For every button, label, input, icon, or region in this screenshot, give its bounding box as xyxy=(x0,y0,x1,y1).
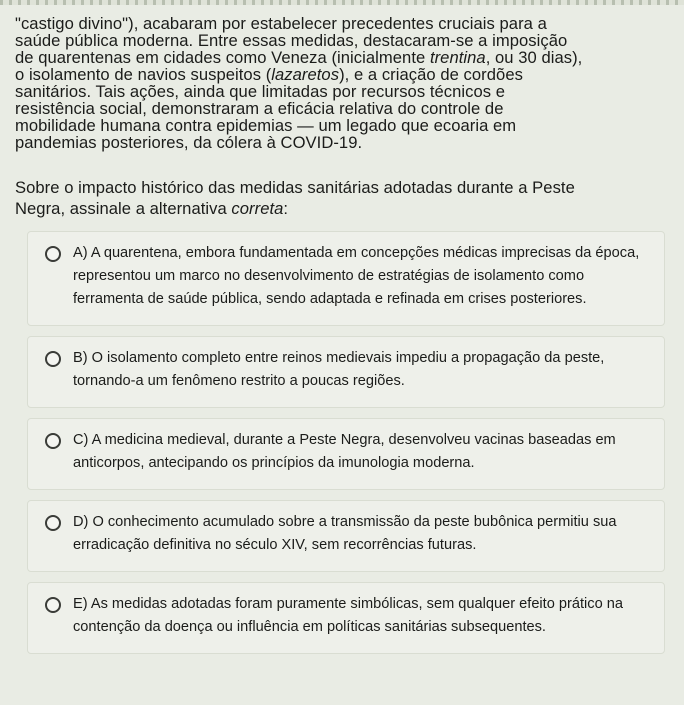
option-label: D) O conhecimento acumulado sobre a transmissão da peste bubônica permitiu sua erradicação definitiva no século XIV, sem recorrências futuras. xyxy=(73,514,617,553)
passage-line: pandemias posteriores, da cólera à COVID-19. xyxy=(15,133,363,152)
top-edge-divider xyxy=(0,0,684,5)
passage-line: saúde pública moderna. Entre essas medidas, destacaram-se a imposição xyxy=(15,31,568,50)
option-label: C) A medicina medieval, durante a Peste Negra, desenvolveu vacinas baseadas em anticorpos, antecipando os princípios da imunologia moderna. xyxy=(73,432,616,471)
passage-italic-term: trentina xyxy=(429,48,486,67)
question-line: Sobre o impacto histórico das medidas sanitárias adotadas durante a Peste xyxy=(15,178,575,197)
option-d[interactable] xyxy=(27,500,665,572)
passage-line: sanitários. Tais ações, ainda que limitadas por recursos técnicos e xyxy=(15,82,506,101)
passage-italic-term: lazaretos xyxy=(271,65,340,84)
passage-line xyxy=(15,66,670,83)
option-label: E) As medidas adotadas foram puramente simbólicas, sem qualquer efeito prático na contenção da doença ou influência em políticas sanitárias subsequentes. xyxy=(73,596,623,635)
radio-button-icon[interactable] xyxy=(45,246,61,262)
option-a[interactable] xyxy=(27,231,665,326)
option-e[interactable] xyxy=(27,582,665,654)
radio-button-icon[interactable] xyxy=(45,515,61,531)
option-b[interactable] xyxy=(27,336,665,408)
passage-line: resistência social, demonstraram a eficácia relativa do controle de xyxy=(15,99,504,118)
radio-button-icon[interactable] xyxy=(45,597,61,613)
passage-text xyxy=(15,15,670,151)
passage-line: mobilidade humana contra epidemias — um legado que ecoaria em xyxy=(15,116,517,135)
option-label: A) A quarentena, embora fundamentada em concepções médicas imprecisas da época, representou um marco no desenvolvimento de estratégias de isolamento como ferramenta de saúde pública, sendo adaptada e refinada em crises posteriores. xyxy=(73,245,640,307)
passage-line: "castigo divino"), acabaram por estabelecer precedentes cruciais para a xyxy=(15,14,547,33)
passage-segment: ), e a criação de cordões xyxy=(339,65,523,84)
question-prompt xyxy=(15,177,670,219)
option-label: B) O isolamento completo entre reinos medievais impediu a propagação da peste, tornando-a um fenômeno restrito a poucas regiões. xyxy=(73,350,605,389)
passage-segment: de quarentenas em cidades como Veneza (inicialmente xyxy=(15,48,430,67)
question-segment: : xyxy=(283,199,289,218)
passage-line xyxy=(15,49,670,66)
question-italic-term: correta xyxy=(231,199,284,218)
question-segment: Negra, assinale a alternativa xyxy=(15,199,232,218)
radio-button-icon[interactable] xyxy=(45,433,61,449)
radio-button-icon[interactable] xyxy=(45,351,61,367)
passage-segment: , ou 30 dias), xyxy=(485,48,583,67)
question-line xyxy=(15,198,670,219)
passage-segment: o isolamento de navios suspeitos ( xyxy=(15,65,272,84)
option-c[interactable] xyxy=(27,418,665,490)
answer-options xyxy=(15,231,670,654)
